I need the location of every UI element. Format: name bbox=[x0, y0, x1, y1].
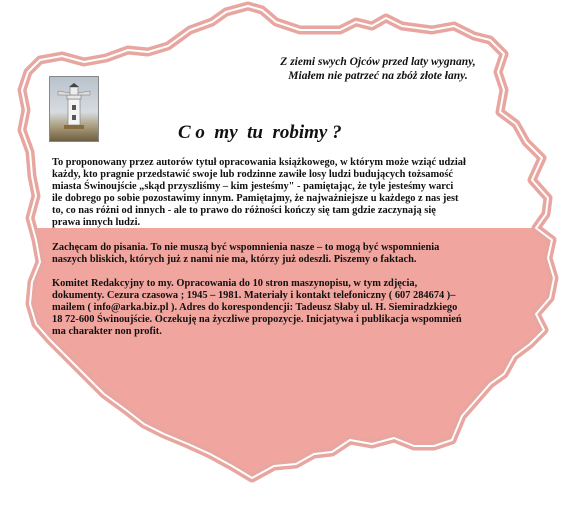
text-line: ma charakter non profit. bbox=[52, 326, 162, 338]
text-line: Komitet Redakcyjny to my. Opracowania do 10 stron maszynopisu, w tym zdjęcia, bbox=[52, 277, 418, 289]
text-line: to, co nas różni od innych - ale to prawo do różności kończy się tam gdzie zaczynają się bbox=[52, 205, 436, 217]
text-line: ile dobrego po sobie pozostawimy innym. Pamiętajmy, że najważniejsze u każdego z nas jest bbox=[52, 193, 459, 205]
text-line: mailem ( info@arka.biz.pl ). Adres do korespondencji: Tadeusz Słaby ul. H. Siemiradzkiego bbox=[52, 301, 458, 313]
text-line: miasta Świnoujście „skąd przyszliśmy – kim jesteśmy" - pamiętając, że tyle jesteśmy warci bbox=[52, 181, 454, 193]
text-line: Zachęcam do pisania. To nie muszą być wspomnienia nasze – to mogą być wspomnienia bbox=[52, 241, 440, 253]
text-line: dokumenty. Cezura czasowa ; 1945 – 1981. Materiały i kontakt telefoniczny ( 607 284674 )– bbox=[52, 289, 456, 301]
text-line: To proponowany przez autorów tytuł opracowania książkowego, w którym może wziąć udział bbox=[52, 157, 466, 168]
text-line: każdy, kto pragnie przedstawić swoje lub rodzinne zawiłe losy ludzi budujących tożsamość bbox=[52, 169, 454, 181]
motto-line-2: Miałem nie patrzeć na zbóż złote łany. bbox=[288, 70, 468, 82]
lighthouse-icon bbox=[50, 77, 98, 141]
paragraph-invitation bbox=[52, 242, 504, 266]
text-line: 18 72-600 Świnoujście. Oczekuję na życzliwe propozycje. Inicjatywa i publikacja wspomnień bbox=[52, 314, 462, 326]
article-body bbox=[52, 157, 504, 350]
page-title: C o my tu robimy ? bbox=[178, 122, 342, 143]
text-line: prawa innych ludzi. bbox=[52, 217, 141, 229]
motto-line-1: Z ziemi swych Ojców przed laty wygnany, bbox=[280, 56, 476, 68]
paragraph-contact bbox=[52, 278, 504, 338]
lighthouse-photo bbox=[49, 76, 99, 142]
text-line: naszych bliskich, których już z nami nie ma, którzy już odeszli. Piszemy o faktach. bbox=[52, 253, 417, 265]
paragraph-intro bbox=[52, 157, 504, 230]
motto-quote bbox=[248, 55, 508, 83]
